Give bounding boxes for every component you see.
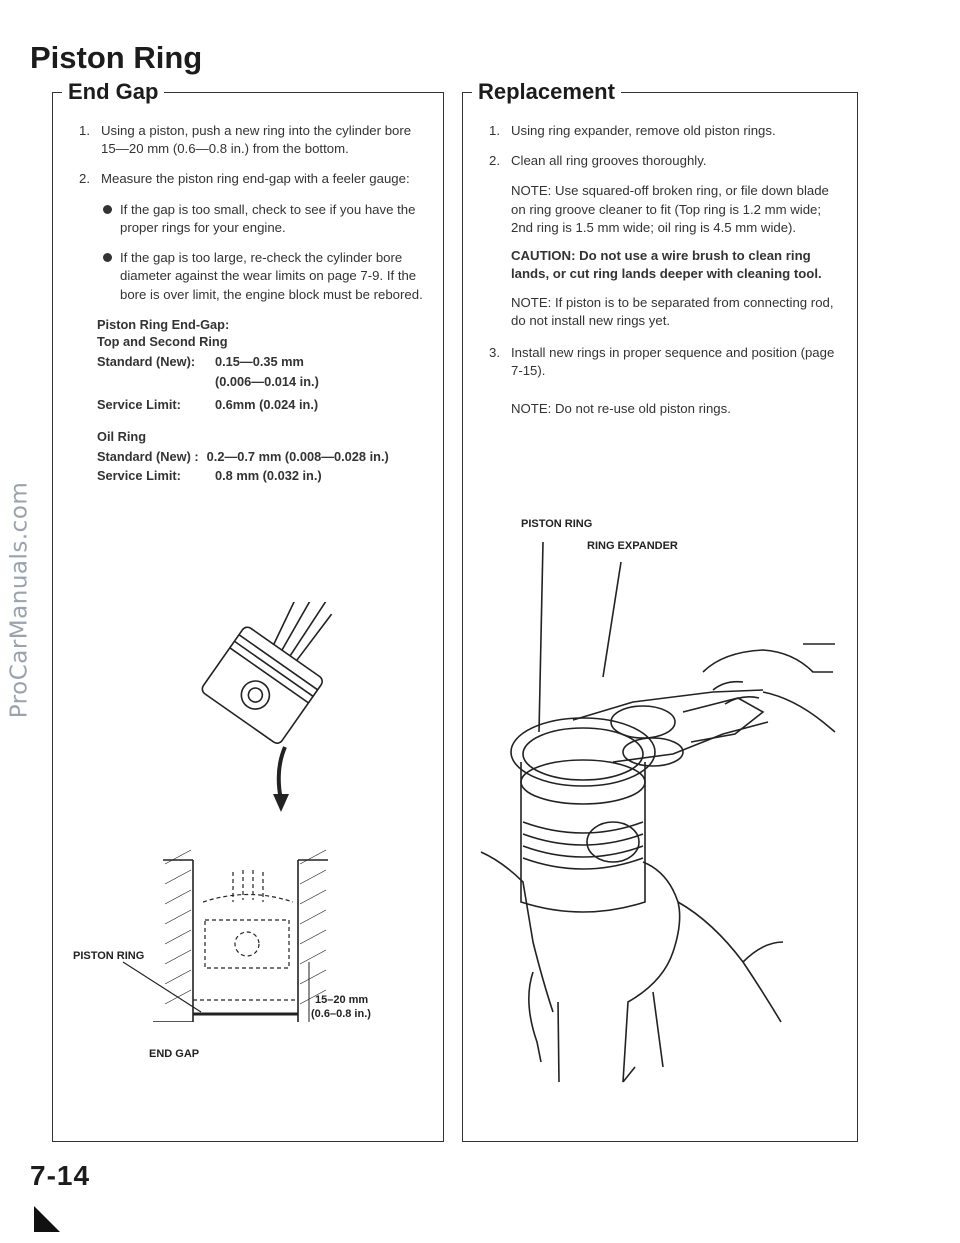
note-text: NOTE: If piston is to be separated from connecting rod, do not install new rings yet. [511, 294, 834, 328]
step-item [73, 122, 429, 158]
spec-label: Service Limit: [97, 397, 181, 413]
step-number: 3. [489, 344, 500, 360]
step-number: 1. [79, 123, 90, 138]
bullet-item [103, 201, 429, 237]
bullet-icon [103, 253, 112, 262]
depth-label: 15–20 mm [315, 994, 369, 1006]
end-gap-label: END GAP [149, 1048, 200, 1060]
spec-value: 0.15—0.35 mm [215, 354, 304, 370]
spec-group-oil: Oil Ring [97, 429, 147, 445]
replacement-heading: Replacement [478, 79, 615, 104]
step-text: Clean all ring grooves thoroughly. [511, 153, 707, 169]
spec-value: 0.6mm (0.024 in.) [215, 397, 319, 413]
ring-expander-figure [463, 522, 857, 1102]
piston-ring-label: PISTON RING [521, 518, 593, 530]
step-number: 2. [79, 171, 90, 187]
spec-row [97, 373, 429, 391]
caution-text: CAUTION: Do not use a wire brush to clean ring lands, or cut ring lands deeper with cleaning tool. [511, 248, 822, 282]
page-title: Piston Ring [30, 40, 203, 75]
note-text: NOTE: Do not re-use old piston rings. [511, 401, 731, 417]
step-number: 2. [489, 153, 500, 169]
spec-label: Standard (New): [97, 354, 196, 370]
corner-triangle-icon [34, 1206, 60, 1232]
step-text: Install new rings in proper sequence and position (page 7-15). [511, 344, 835, 379]
replacement-panel [462, 79, 858, 1142]
spec-row [97, 396, 429, 414]
spec-value: 0.8 mm (0.032 in.) [215, 468, 322, 484]
depth-label-inches: (0.6–0.8 in.) [311, 1008, 371, 1020]
end-gap-header [52, 78, 444, 106]
bullet-text: If the gap is too small, check to see if you have the proper rings for your engine. [120, 201, 416, 235]
ring-expander-label: RING EXPANDER [587, 540, 678, 552]
piston-ring-label: PISTON RING [73, 950, 145, 962]
spec-group-top: Top and Second Ring [97, 334, 228, 350]
step-item [73, 170, 429, 188]
spec-label: Standard (New) : [97, 448, 199, 464]
step-text: Using ring expander, remove old piston rings. [511, 123, 776, 138]
note-text: NOTE: Use squared-off broken ring, or file down blade on ring groove cleaner to fit (Top ring is 1.2 mm wide; 2nd ring is 1.5 mm wide; oil ring is 4.5 mm wide). [511, 183, 829, 235]
spec-row [97, 467, 429, 485]
step-item [483, 152, 843, 170]
replacement-content [463, 122, 857, 429]
step-text: Measure the piston ring end-gap with a feeler gauge: [101, 171, 410, 187]
spec-label: Service Limit: [97, 468, 181, 484]
step-item [483, 344, 843, 380]
end-gap-panel [52, 79, 444, 1142]
spec-row [97, 353, 429, 371]
spec-value: 0.2—0.7 mm (0.008—0.028 in.) [206, 448, 389, 464]
bullet-icon [103, 205, 112, 214]
end-gap-heading: End Gap [68, 79, 159, 104]
end-gap-content [53, 122, 443, 487]
watermark-text: ProCarManuals.com [6, 481, 32, 719]
spec-title: Piston Ring End-Gap: [97, 316, 230, 332]
spec-row [97, 448, 429, 466]
page-number: 7-14 [30, 1160, 91, 1191]
step-text: Using a piston, push a new ring into the cylinder bore 15—20 mm (0.6—0.8 in.) from the bottom. [101, 123, 412, 157]
bullet-text: If the gap is too large, re-check the cylinder bore diameter against the wear limits on page 7-9. If the bore is over limit, the engine block must be rebored. [120, 250, 423, 302]
replacement-header [462, 78, 858, 106]
watermark [2, 390, 36, 810]
step-number: 1. [489, 123, 500, 138]
spec-block [97, 316, 429, 485]
spec-value: (0.006—0.014 in.) [215, 373, 319, 389]
step-item [483, 122, 843, 140]
bullet-item [103, 249, 429, 304]
